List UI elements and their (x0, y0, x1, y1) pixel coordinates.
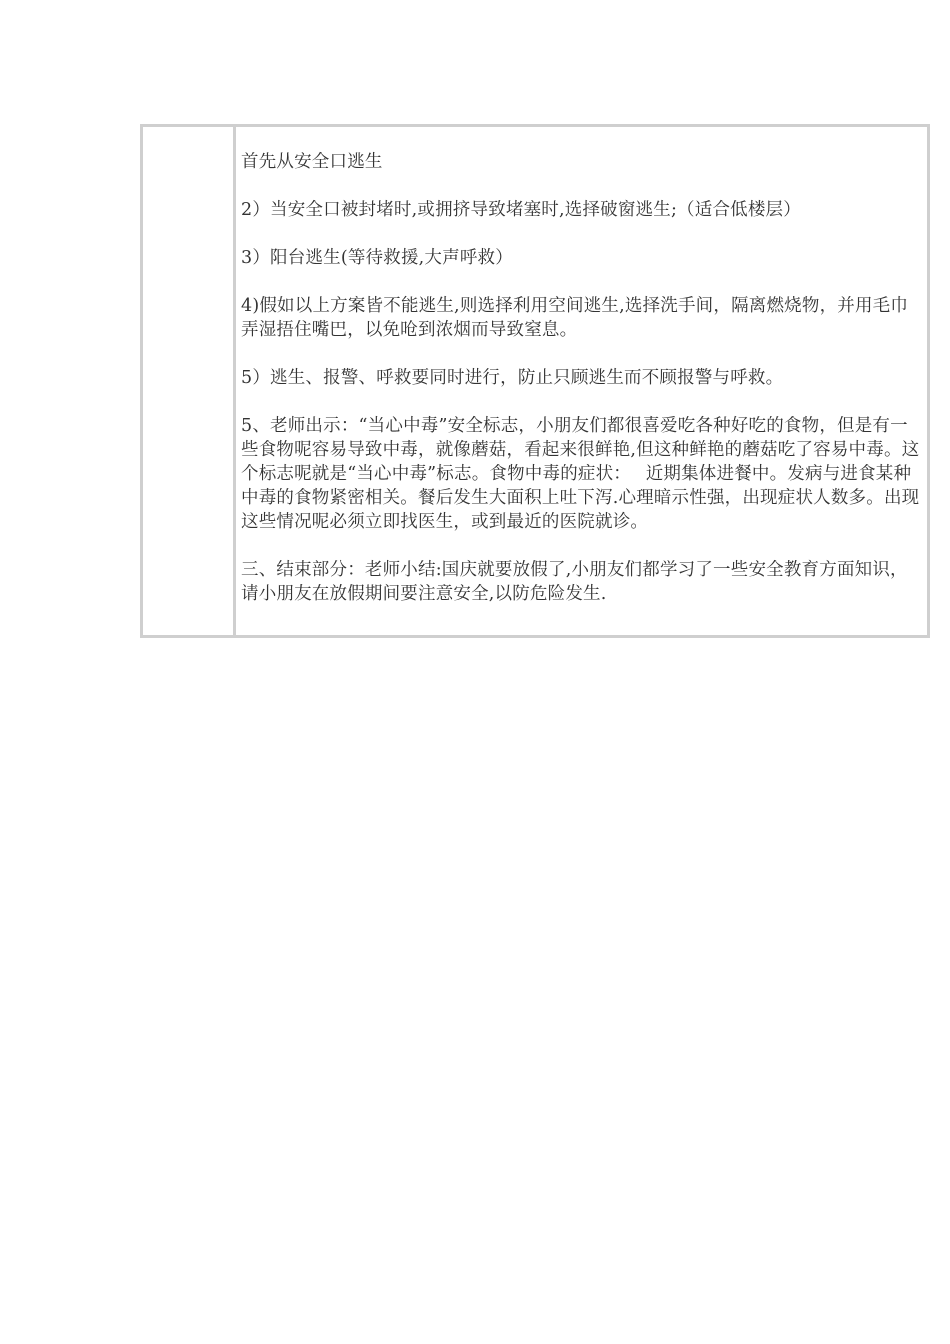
paragraph-break-window: 2）当安全口被封堵时,或拥挤导致堵塞时,选择破窗逃生;（适合低楼层） (241, 200, 801, 220)
paragraph-poison-sign: 5、老师出示：“当心中毒”安全标志，小朋友们都很喜爱吃各种好吃的食物，但是有一些食物呢容易导致中毒，就像蘑菇，看起来很鲜艳,但这种鲜艳的蘑菇吃了容易中毒。这个标志呢就是“当心中毒”标志。食物中毒的症状： 近期集体进餐中。发病与进食某种中毒的食物紧密相关。餐后发生大面积上吐下泻.心理暗示性强，出现症状人数多。出现这些情况呢必须立即找医生，或到最近的医院就诊。 (241, 416, 920, 532)
paragraph-conclusion: 三、结束部分：老师小结:国庆就要放假了,小朋友们都学习了一些安全教育方面知识，请小朋友在放假期间要注意安全,以防危险发生. (241, 560, 908, 604)
content-table (140, 124, 930, 638)
paragraph-bathroom: 4)假如以上方案皆不能逃生,则选择利用空间逃生,选择洗手间，隔离燃烧物，并用毛巾弄湿捂住嘴巴，以免呛到浓烟而导致窒息。 (241, 296, 909, 340)
paragraph-alarm: 5）逃生、报警、呼救要同时进行，防止只顾逃生而不顾报警与呼救。 (241, 368, 784, 388)
paragraph-escape-exit: 首先从安全口逃生 (241, 152, 383, 172)
table-content-cell (239, 127, 923, 635)
paragraph-balcony: 3）阳台逃生(等待救援,大声呼救） (241, 248, 513, 268)
table-label-cell (143, 127, 236, 635)
